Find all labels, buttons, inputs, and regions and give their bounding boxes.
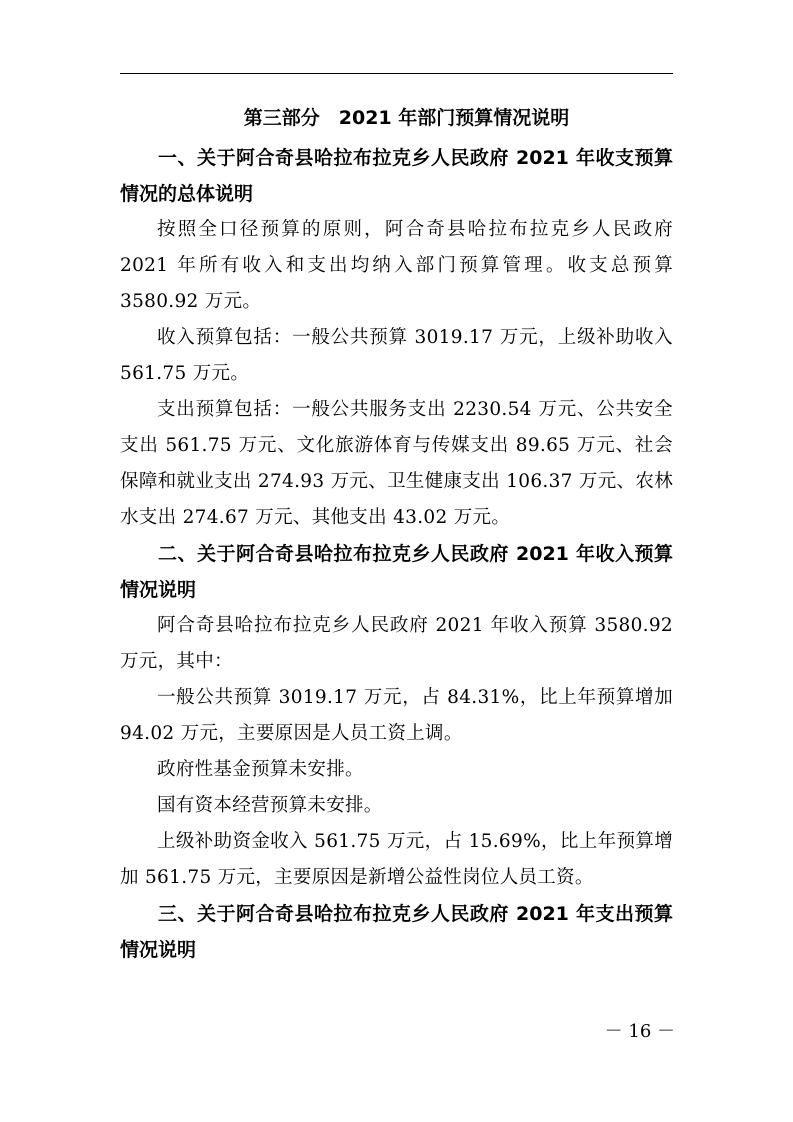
paragraph: 阿合奇县哈拉布拉克乡人民政府 2021 年收入预算 3580.92 万元，其中： xyxy=(120,615,673,672)
page-title: 第三部分 2021 年部门预算情况说明 xyxy=(243,107,570,129)
page-number: － 16 － xyxy=(604,1021,675,1042)
paragraph: 支出预算包括：一般公共服务支出 2230.54 万元、公共安全支出 561.75 万元、文化旅游体育与传媒支出 89.65 万元、社会保障和就业支出 274.93 万元、卫生健康支出 106.37 万元、农林水支出 274.67 万元、其他支出 43.02 万元。 xyxy=(120,399,673,528)
paragraph: 一般公共预算 3019.17 万元，占 84.31%，比上年预算增加 94.02 万元，主要原因是人员工资上调。 xyxy=(120,687,673,744)
paragraph: 上级补助资金收入 561.75 万元，占 15.69%，比上年预算增加 561.75 万元，主要原因是新增公益性岗位人员工资。 xyxy=(120,831,673,888)
paragraph: 国有资本经营预算未安排。 xyxy=(157,795,383,816)
paragraph: 收入预算包括：一般公共预算 3019.17 万元，上级补助收入 561.75 万元。 xyxy=(120,327,673,384)
document-body xyxy=(120,96,673,968)
section-heading-2: 二、关于阿合奇县哈拉布拉克乡人民政府 2021 年收入预算情况说明 xyxy=(120,543,673,601)
paragraph: 政府性基金预算未安排。 xyxy=(157,759,364,780)
section-heading-3: 三、关于阿合奇县哈拉布拉克乡人民政府 2021 年支出预算情况说明 xyxy=(120,903,673,961)
header-rule xyxy=(120,73,673,74)
section-heading-1: 一、关于阿合奇县哈拉布拉克乡人民政府 2021 年收支预算情况的总体说明 xyxy=(120,147,673,205)
paragraph: 按照全口径预算的原则，阿合奇县哈拉布拉克乡人民政府 2021 年所有收入和支出均纳入部门预算管理。收支总预算 3580.92 万元。 xyxy=(120,219,673,312)
